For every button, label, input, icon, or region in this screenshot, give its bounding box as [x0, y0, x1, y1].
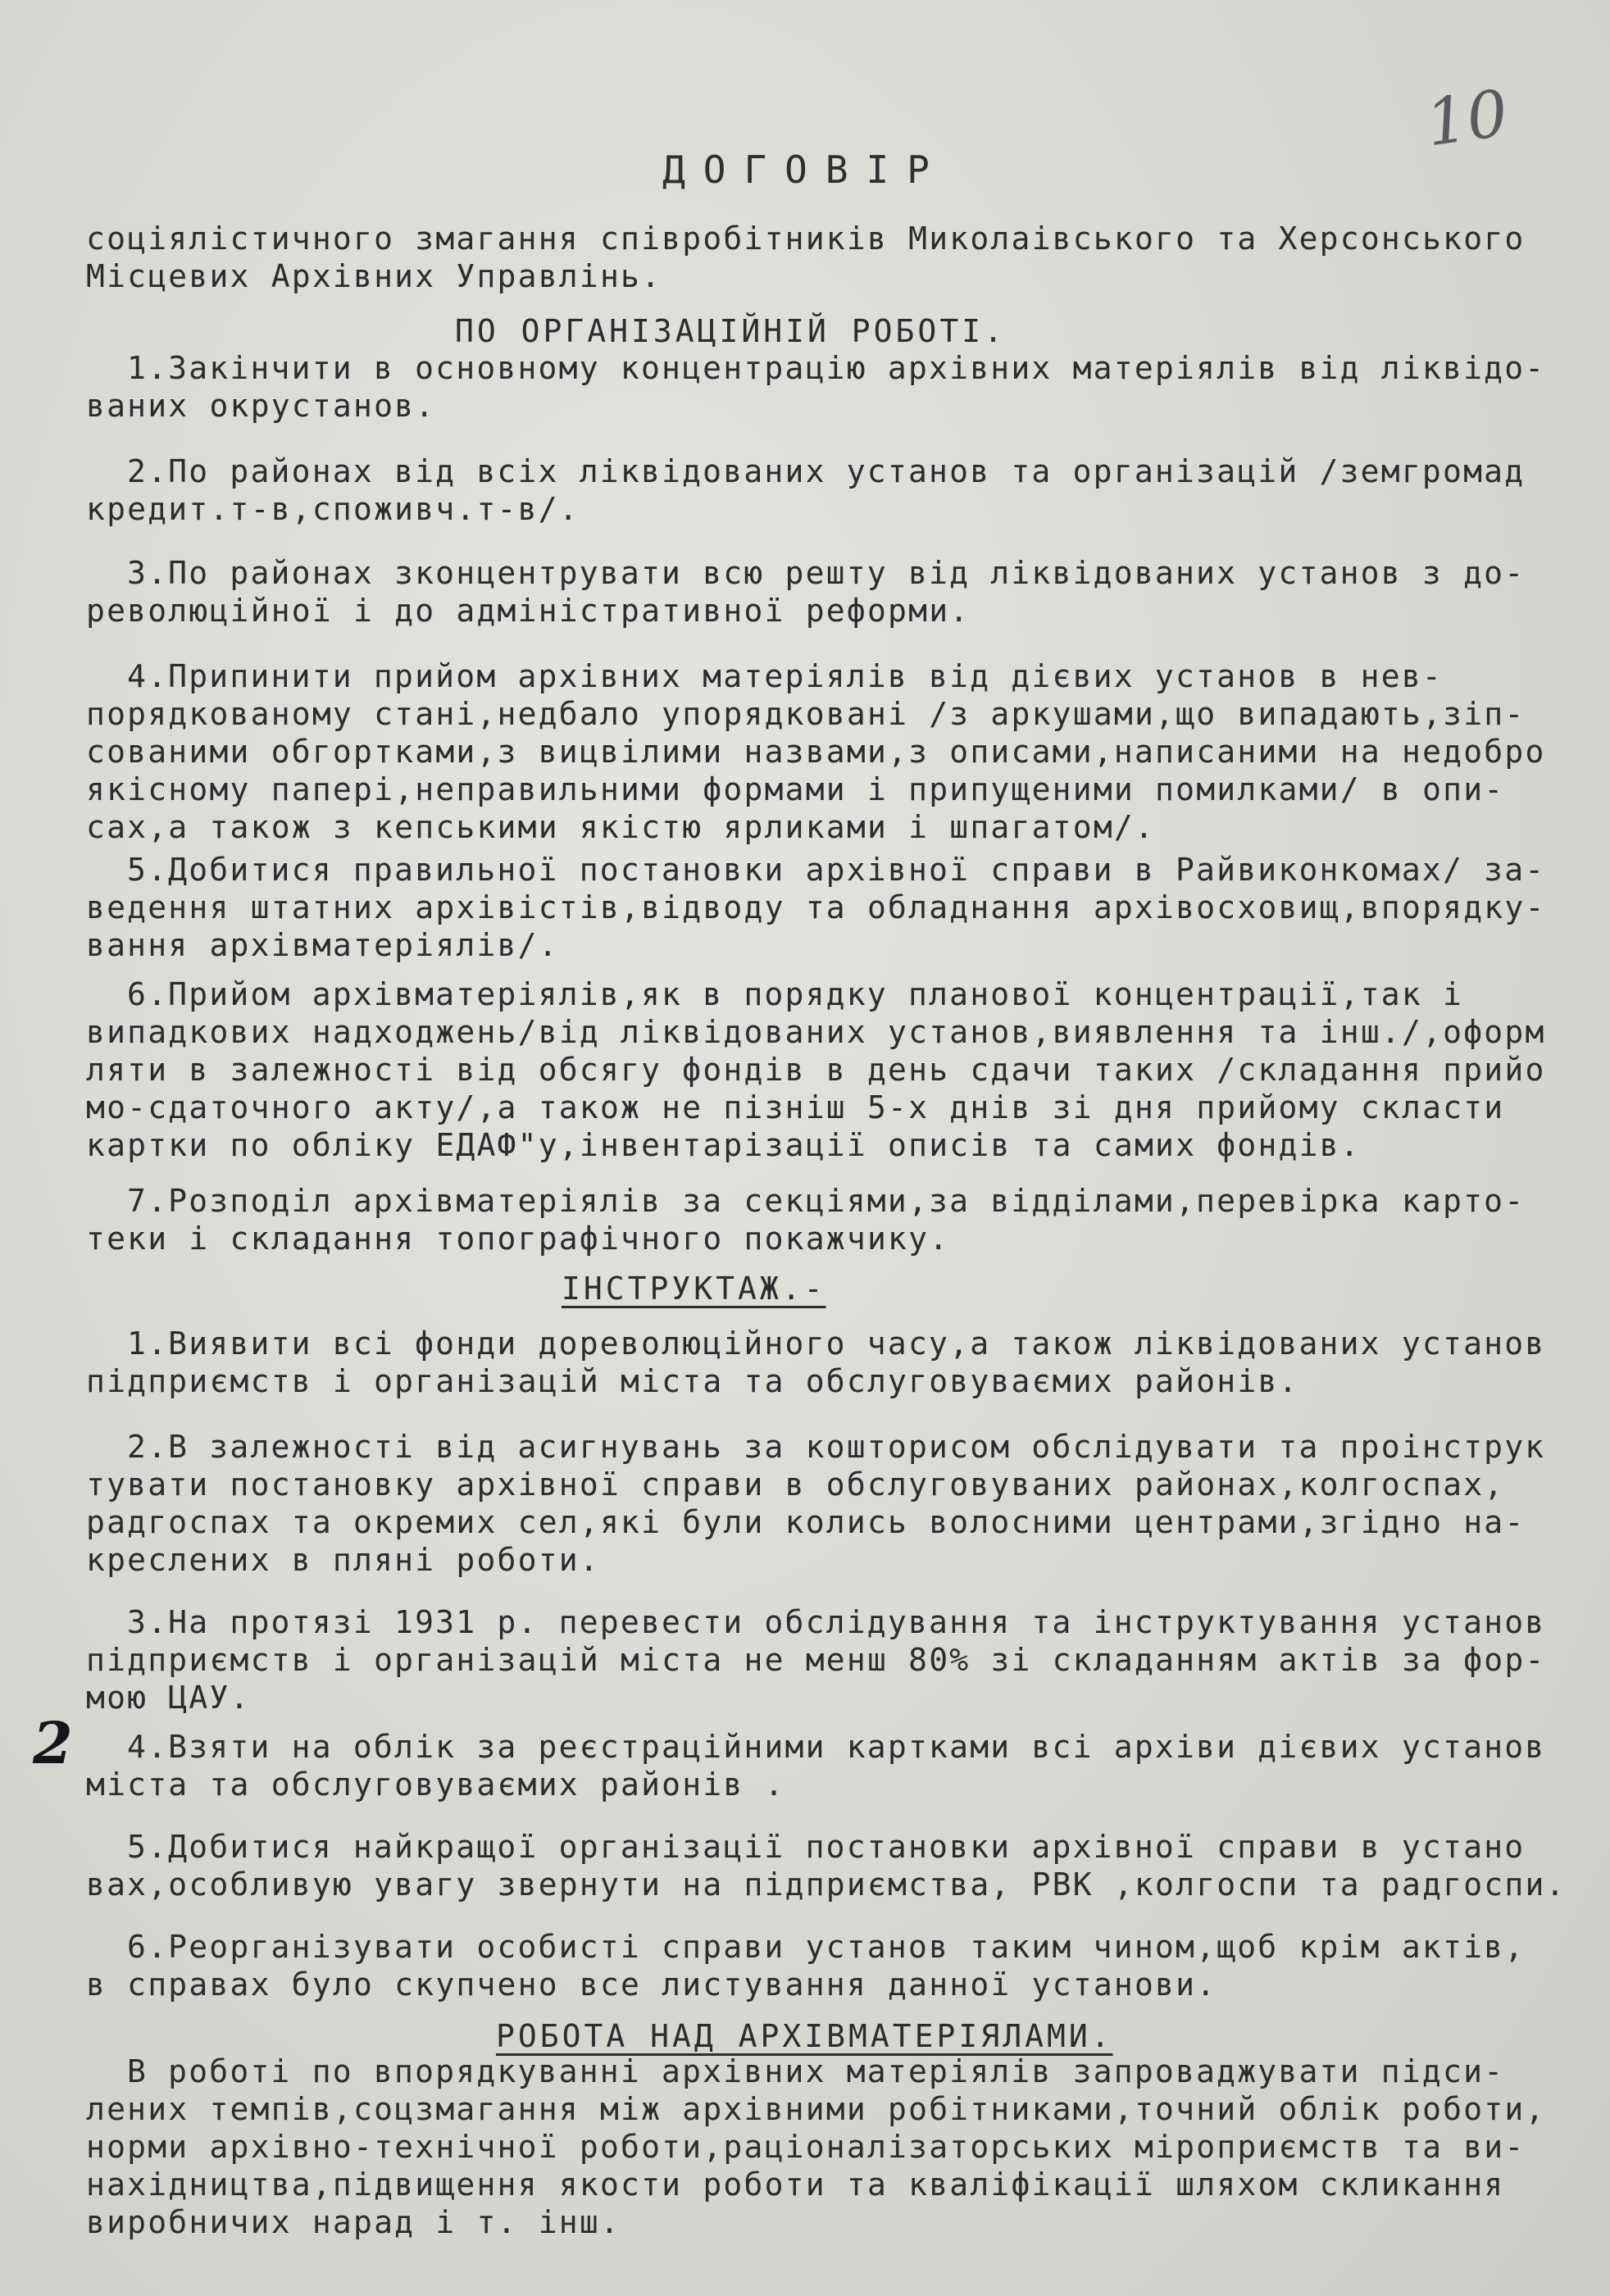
paragraph-line: 6.Прийом архівматеріялів,як в порядку планової концентрації,так і: [127, 976, 1464, 1012]
paragraph-line: 4.Взяти на облік за реєстраційними картками всі архіви дієвих установ: [127, 1729, 1546, 1765]
paragraph-line: 1.Закінчити в основному концентрацію архівних матеріялів від ліквідо-: [127, 350, 1546, 386]
paragraph-line: виробничих нарад і т. інш.: [86, 2204, 621, 2240]
section-heading-instruction: ІНСТРУКТАЖ.-: [562, 1271, 826, 1307]
paragraph-line: ваних окрустанов.: [86, 388, 436, 424]
paragraph-line: 5.Добитися правильної постановки архівної справи в Райвиконкомах/ за-: [127, 852, 1546, 888]
paragraph-line: 6.Реорганізувати особисті справи установ таким чином,щоб крім актів,: [127, 1929, 1526, 1965]
paragraph-line: вах,особливую увагу звернути на підприємства, РВК ,колгоспи та радгоспи.: [86, 1866, 1567, 1903]
section-heading-archive-work: РОБОТА НАД АРХІВМАТЕРІЯЛАМИ.: [496, 2018, 1113, 2054]
paragraph-line: теки і складання топографічного покажчику.: [86, 1221, 950, 1257]
paragraph-line: картки по обліку ЕДАФ"у,інвентарізації описів та самих фондів.: [86, 1127, 1361, 1163]
paragraph-line: радгоспах та окремих сел,які були колись волосними центрами,згідно на-: [86, 1504, 1526, 1540]
paragraph-line: вання архівматеріялів/.: [86, 927, 559, 963]
paragraph-line: 2.По районах від всіх ліквідованих установ та організацій /земгромад: [127, 453, 1526, 489]
paragraph-line: кредит.т-в,споживч.т-в/.: [86, 491, 580, 527]
paragraph-line: міста та обслуговуваємих районів .: [86, 1766, 785, 1803]
paragraph-line: сах,а також з кепськими якістю ярликами і шпагатом/.: [86, 809, 1156, 845]
paragraph-line: 7.Розподіл архівматеріялів за секціями,за відділами,перевірка карто-: [127, 1183, 1526, 1219]
paragraph-line: нахідництва,підвищення якости роботи та кваліфікації шляхом скликання: [86, 2166, 1505, 2203]
paragraph-line: якісному папері,неправильними формами і припущеними помилками/ в опи-: [86, 771, 1505, 807]
paragraph-line: ляти в залежності від обсягу фондів в день сдачи таких /складання прийо: [86, 1052, 1546, 1088]
paragraph-line: 3.По районах зконцентрувати всю решту від ліквідованих установ з до-: [127, 555, 1526, 591]
paragraph-line: 2.В залежності від асигнувань за кошторисом обслідувати та проінструк: [127, 1429, 1546, 1465]
page-number: 10: [1421, 76, 1513, 161]
paragraph-line: мо-сдаточного акту/,а також не пізніш 5-х днів зі дня прийому скласти: [86, 1089, 1505, 1125]
paragraph-line: випадкових надходжень/від ліквідованих установ,виявлення та інш./,оформ: [86, 1014, 1546, 1050]
section-heading-organizational: ПО ОРГАНІЗАЦІЙНІЙ РОБОТІ.: [455, 313, 1006, 349]
paragraph-line: креслених в пляні роботи.: [86, 1542, 600, 1578]
paragraph-line: в справах було скупчено все листування данної установи.: [86, 1966, 1217, 2003]
paragraph-line: 4.Припинити прийом архівних матеріялів від дієвих установ в нев-: [127, 658, 1443, 694]
document-title: ДОГОВІР: [662, 148, 948, 192]
paragraph-line: підприємств і організацій міста та обслуговуваємих районів.: [86, 1363, 1299, 1399]
paragraph-line: сованими обгортками,з вицвілими назвами,з описами,написаними на недобро: [86, 734, 1546, 770]
paragraph-line: тувати постановку архівної справи в обслуговуваних районах,колгоспах,: [86, 1466, 1505, 1503]
paragraph-line: 1.Виявити всі фонди дореволюційного часу,а також ліквідованих установ: [127, 1325, 1546, 1362]
paragraph-line: 5.Добитися найкращої організації постановки архівної справи в устано: [127, 1829, 1526, 1865]
paragraph-line: ведення штатних архівістів,відводу та обладнання архівосховищ,впорядку-: [86, 889, 1546, 925]
paragraph-line: мою ЦАУ.: [86, 1680, 251, 1716]
paragraph-line: революційної і до адміністративної реформи.: [86, 593, 971, 629]
margin-mark: 2: [33, 1709, 73, 1777]
paragraph-line: В роботі по впорядкуванні архівних матеріялів запроваджувати підси-: [127, 2053, 1505, 2089]
paragraph-line: норми архівно-технічної роботи,раціоналізаторських міроприємств та ви-: [86, 2129, 1526, 2165]
paragraph-line: лених темпів,соцзмагання між архівними робітниками,точний облік роботи,: [86, 2091, 1546, 2127]
paragraph-line: порядкованому стані,недбало упорядковані /з аркушами,що випадають,зіп-: [86, 696, 1526, 732]
intro-line: соціялістичного змагання співробітників Миколаівського та Херсонського: [86, 221, 1526, 257]
intro-line: Місцевих Архівних Управлінь.: [86, 258, 662, 294]
paragraph-line: підприємств і організацій міста не менш 80% зі складанням актів за фор-: [86, 1642, 1546, 1678]
paragraph-line: 3.На протязі 1931 р. перевести обслідування та інструктування установ: [127, 1604, 1546, 1640]
